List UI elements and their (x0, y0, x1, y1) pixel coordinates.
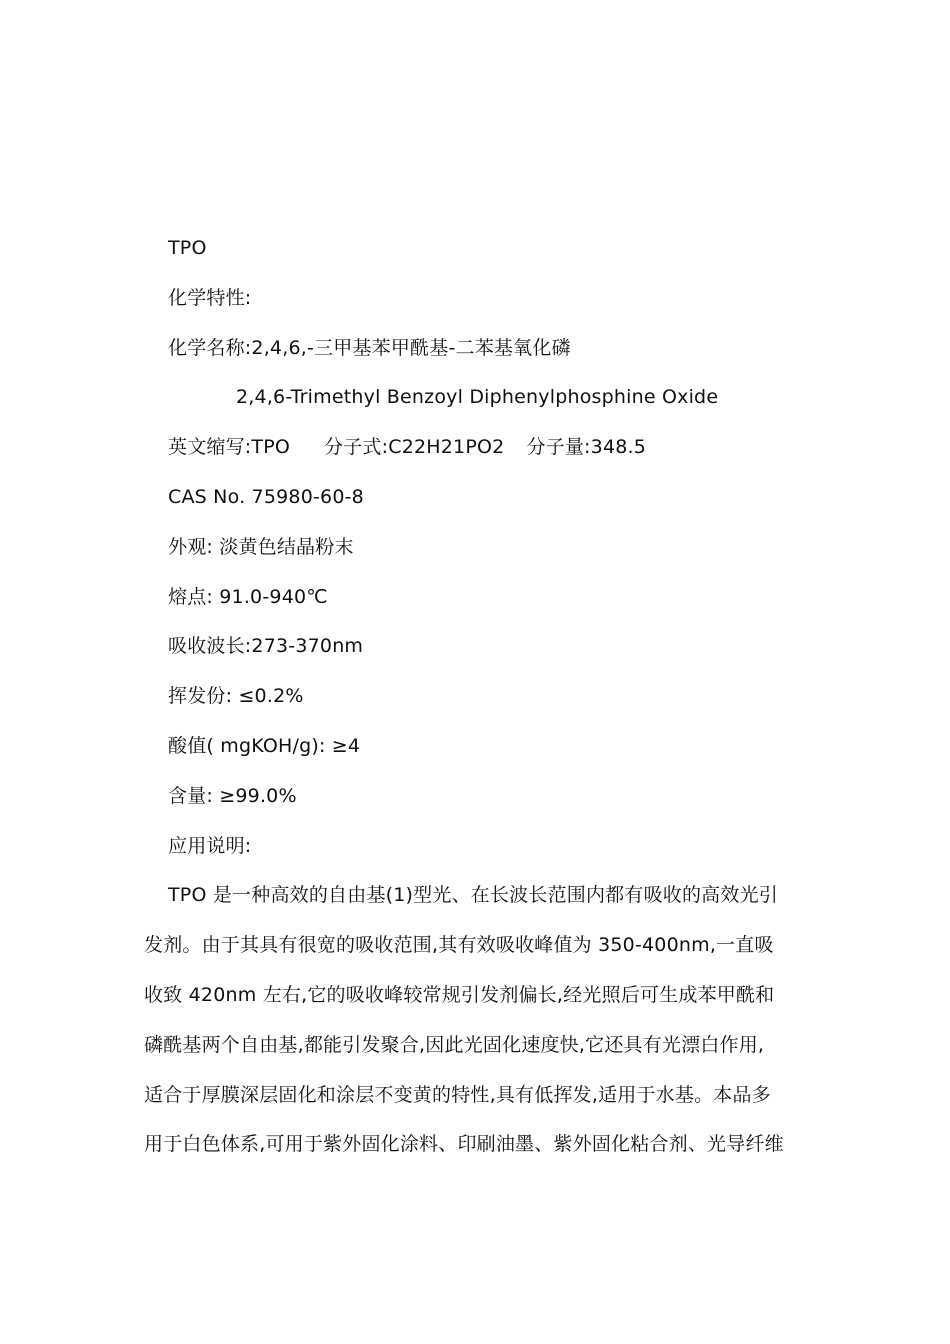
acid-value: 酸值( mgKOH/g): ≥4 (168, 735, 361, 757)
application-text-line-3: 收致 420nm 左右,它的吸收峰较常规引发剂偏长,经光照后可生成苯甲酰和 (144, 984, 775, 1006)
english-chemical-name: 2,4,6-Trimethyl Benzoyl Diphenylphosphine Oxide (236, 386, 719, 408)
application-heading: 应用说明: (168, 835, 252, 857)
absorption-wavelength: 吸收波长:273-370nm (168, 635, 364, 657)
cas-number: CAS No. 75980-60-8 (168, 486, 364, 508)
application-text-line-6: 用于白色体系,可用于紫外固化涂料、印刷油墨、紫外固化粘合剂、光导纤维 (144, 1133, 784, 1155)
application-text-line-4: 磷酰基两个自由基,都能引发聚合,因此光固化速度快,它还具有光漂白作用, (144, 1034, 765, 1056)
content: 含量: ≥99.0% (168, 785, 297, 807)
molecular-weight: 分子量:348.5 (526, 436, 647, 458)
volatiles: 挥发份: ≤0.2% (168, 685, 304, 707)
chemical-properties-heading: 化学特性: (168, 287, 252, 309)
application-text-line-1: TPO 是一种高效的自由基(1)型光、在长波长范围内都有吸收的高效光引 (168, 884, 778, 906)
chemical-name: 化学名称:2,4,6,-三甲基苯甲酰基-二苯基氧化磷 (168, 337, 571, 359)
appearance: 外观: 淡黄色结晶粉末 (168, 536, 354, 558)
application-text-line-5: 适合于厚膜深层固化和涂层不变黄的特性,具有低挥发,适用于水基。本品多 (144, 1084, 771, 1106)
melting-point: 熔点: 91.0-940℃ (168, 586, 328, 608)
molecular-formula: 分子式:C22H21PO2 (324, 436, 505, 458)
application-text-line-2: 发剂。由于其具有很宽的吸收范围,其有效吸收峰值为 350-400nm,一直吸 (144, 934, 774, 956)
identifiers-row (168, 435, 646, 459)
product-title: TPO (168, 237, 207, 259)
english-abbreviation: 英文缩写:TPO (168, 436, 291, 458)
